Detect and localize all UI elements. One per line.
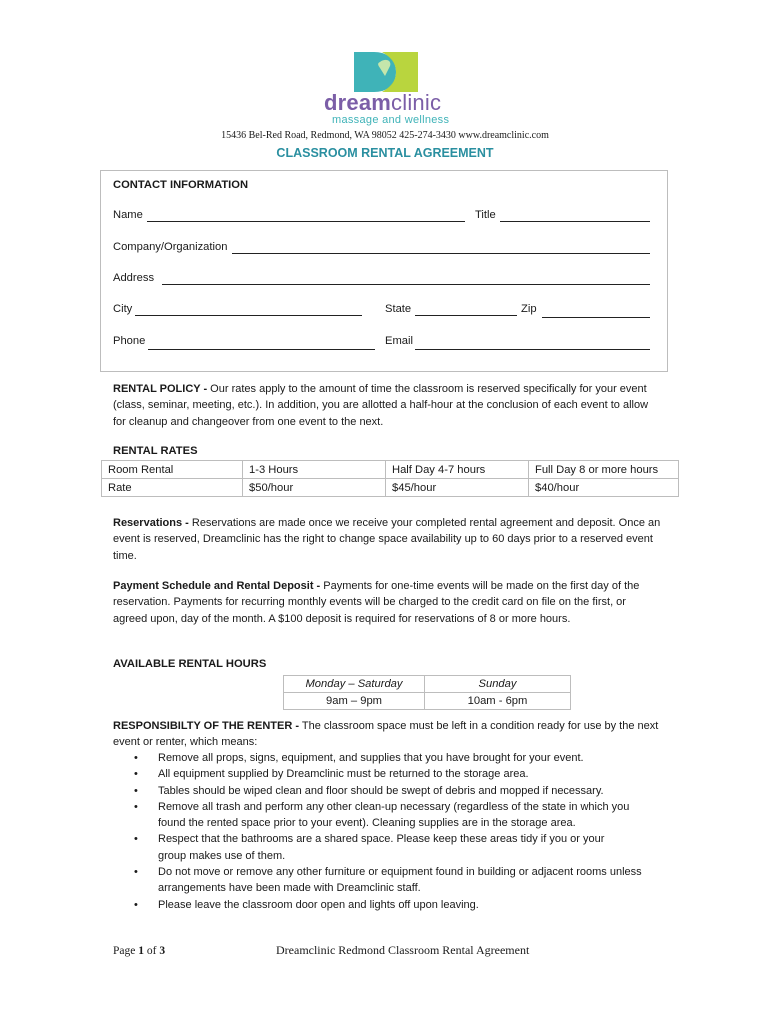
responsibility-paragraph: RESPONSIBILTY OF THE RENTER - The classroom space must be left in a condition ready for use by the next event or renter, which means:	[113, 720, 659, 749]
name-label: Name	[113, 209, 143, 221]
rental-policy-paragraph: RENTAL POLICY - Our rates apply to the amount of time the classroom is reserved specifically for your event (class, seminar, meeting, etc.). In addition, you are allotted a half-hour at the conclusion of each event to allow for cleanup and changeover from one event to the next.	[113, 383, 649, 428]
zip-label: Zip	[521, 303, 537, 315]
dreamclinic-logo-icon	[352, 48, 422, 96]
table-cell: Sunday	[425, 676, 571, 693]
email-field[interactable]	[415, 349, 650, 350]
table-cell: Monday – Saturday	[284, 676, 425, 693]
page-number: Page 1 of 3	[113, 945, 166, 957]
table-cell: $40/hour	[529, 479, 679, 497]
table-row	[102, 479, 679, 497]
bullet-icon: •	[134, 752, 138, 764]
table-cell: $50/hour	[243, 479, 386, 497]
title-field[interactable]	[500, 221, 650, 222]
company-label: Company/Organization	[113, 241, 228, 253]
zip-field[interactable]	[542, 317, 650, 318]
bullet-icon: •	[134, 866, 138, 879]
contact-heading: CONTACT INFORMATION	[113, 179, 249, 191]
table-row	[284, 693, 571, 710]
footer-document-name: Dreamclinic Redmond Classroom Rental Agreement	[276, 943, 530, 957]
logo-wordmark: dreamclinic	[324, 90, 442, 115]
title-label: Title	[475, 209, 496, 221]
email-label: Email	[385, 335, 413, 347]
table-cell: $45/hour	[386, 479, 529, 497]
list-item: • Respect that the bathrooms are a shared space. Please keep these areas tidy if you or your group makes use of them.	[134, 833, 605, 862]
logo-tagline: massage and wellness	[332, 114, 450, 126]
reservations-paragraph: Reservations - Reservations are made once we receive your completed rental agreement and deposit. Once an event is reserved, Dreamclinic has the right to change space availability up to 60 days prior to a reserved event time.	[113, 517, 661, 562]
phone-field[interactable]	[148, 349, 375, 350]
list-item: • Tables should be wiped clean and floor should be swept of debris and mopped if necessary.	[116, 783, 646, 799]
bullet-icon: •	[134, 800, 138, 813]
list-item: • All equipment supplied by Dreamclinic must be returned to the storage area.	[116, 766, 646, 782]
state-label: State	[385, 303, 412, 315]
table-cell: 10am - 6pm	[425, 693, 571, 710]
bullet-icon: •	[134, 768, 138, 781]
bullet-icon: •	[134, 898, 138, 911]
table-row	[284, 676, 571, 693]
address-field[interactable]	[162, 284, 650, 285]
bullet-icon: •	[134, 784, 138, 797]
logo	[322, 48, 452, 130]
payment-paragraph: Payment Schedule and Rental Deposit - Payments for one-time events will be made on the first day of the reservation. Payments for recurring monthly events will be charged to the credit card on file on the first, or agreed upon, day of the month. A $100 deposit is required for reservations of 8 or more hours.	[113, 580, 640, 625]
list-item: • Please leave the classroom door open and lights off upon leaving.	[116, 897, 646, 913]
phone-label: Phone	[113, 335, 146, 347]
state-field[interactable]	[415, 315, 517, 316]
name-field[interactable]	[147, 221, 465, 222]
list-item: • Remove all props, signs, equipment, and supplies that you have brought for your event.	[116, 750, 646, 766]
city-field[interactable]	[135, 315, 362, 316]
table-cell: Room Rental	[102, 461, 243, 479]
address-label: Address	[113, 272, 155, 284]
rental-hours-heading: AVAILABLE RENTAL HOURS	[113, 658, 267, 670]
company-field[interactable]	[232, 253, 650, 254]
table-cell: Rate	[102, 479, 243, 497]
table-cell: Full Day 8 or more hours	[529, 461, 679, 479]
rental-rates-table	[101, 460, 679, 497]
address-line: 15436 Bel-Red Road, Redmond, WA 98052 425-274-3430 www.dreamclinic.com	[221, 130, 549, 141]
city-label: City	[113, 303, 133, 315]
list-item: • Remove all trash and perform any other clean-up necessary (regardless of the state in which you found the rented space prior to your event). Cleaning supplies are in the storage area.	[134, 800, 630, 830]
contact-information-box	[100, 170, 668, 372]
table-cell: Half Day 4-7 hours	[386, 461, 529, 479]
table-row	[102, 461, 679, 479]
rental-rates-heading: RENTAL RATES	[113, 445, 198, 457]
document-title: CLASSROOM RENTAL AGREEMENT	[276, 146, 494, 160]
bullet-icon: •	[134, 833, 138, 846]
table-cell: 1-3 Hours	[243, 461, 386, 479]
rental-hours-table	[283, 675, 571, 710]
table-cell: 9am – 9pm	[284, 693, 425, 710]
list-item: • Do not move or remove any other furniture or equipment found in building or adjacent rooms unless arrangements have been made with Dreamclinic staff.	[134, 866, 642, 895]
responsibility-list	[116, 750, 646, 913]
